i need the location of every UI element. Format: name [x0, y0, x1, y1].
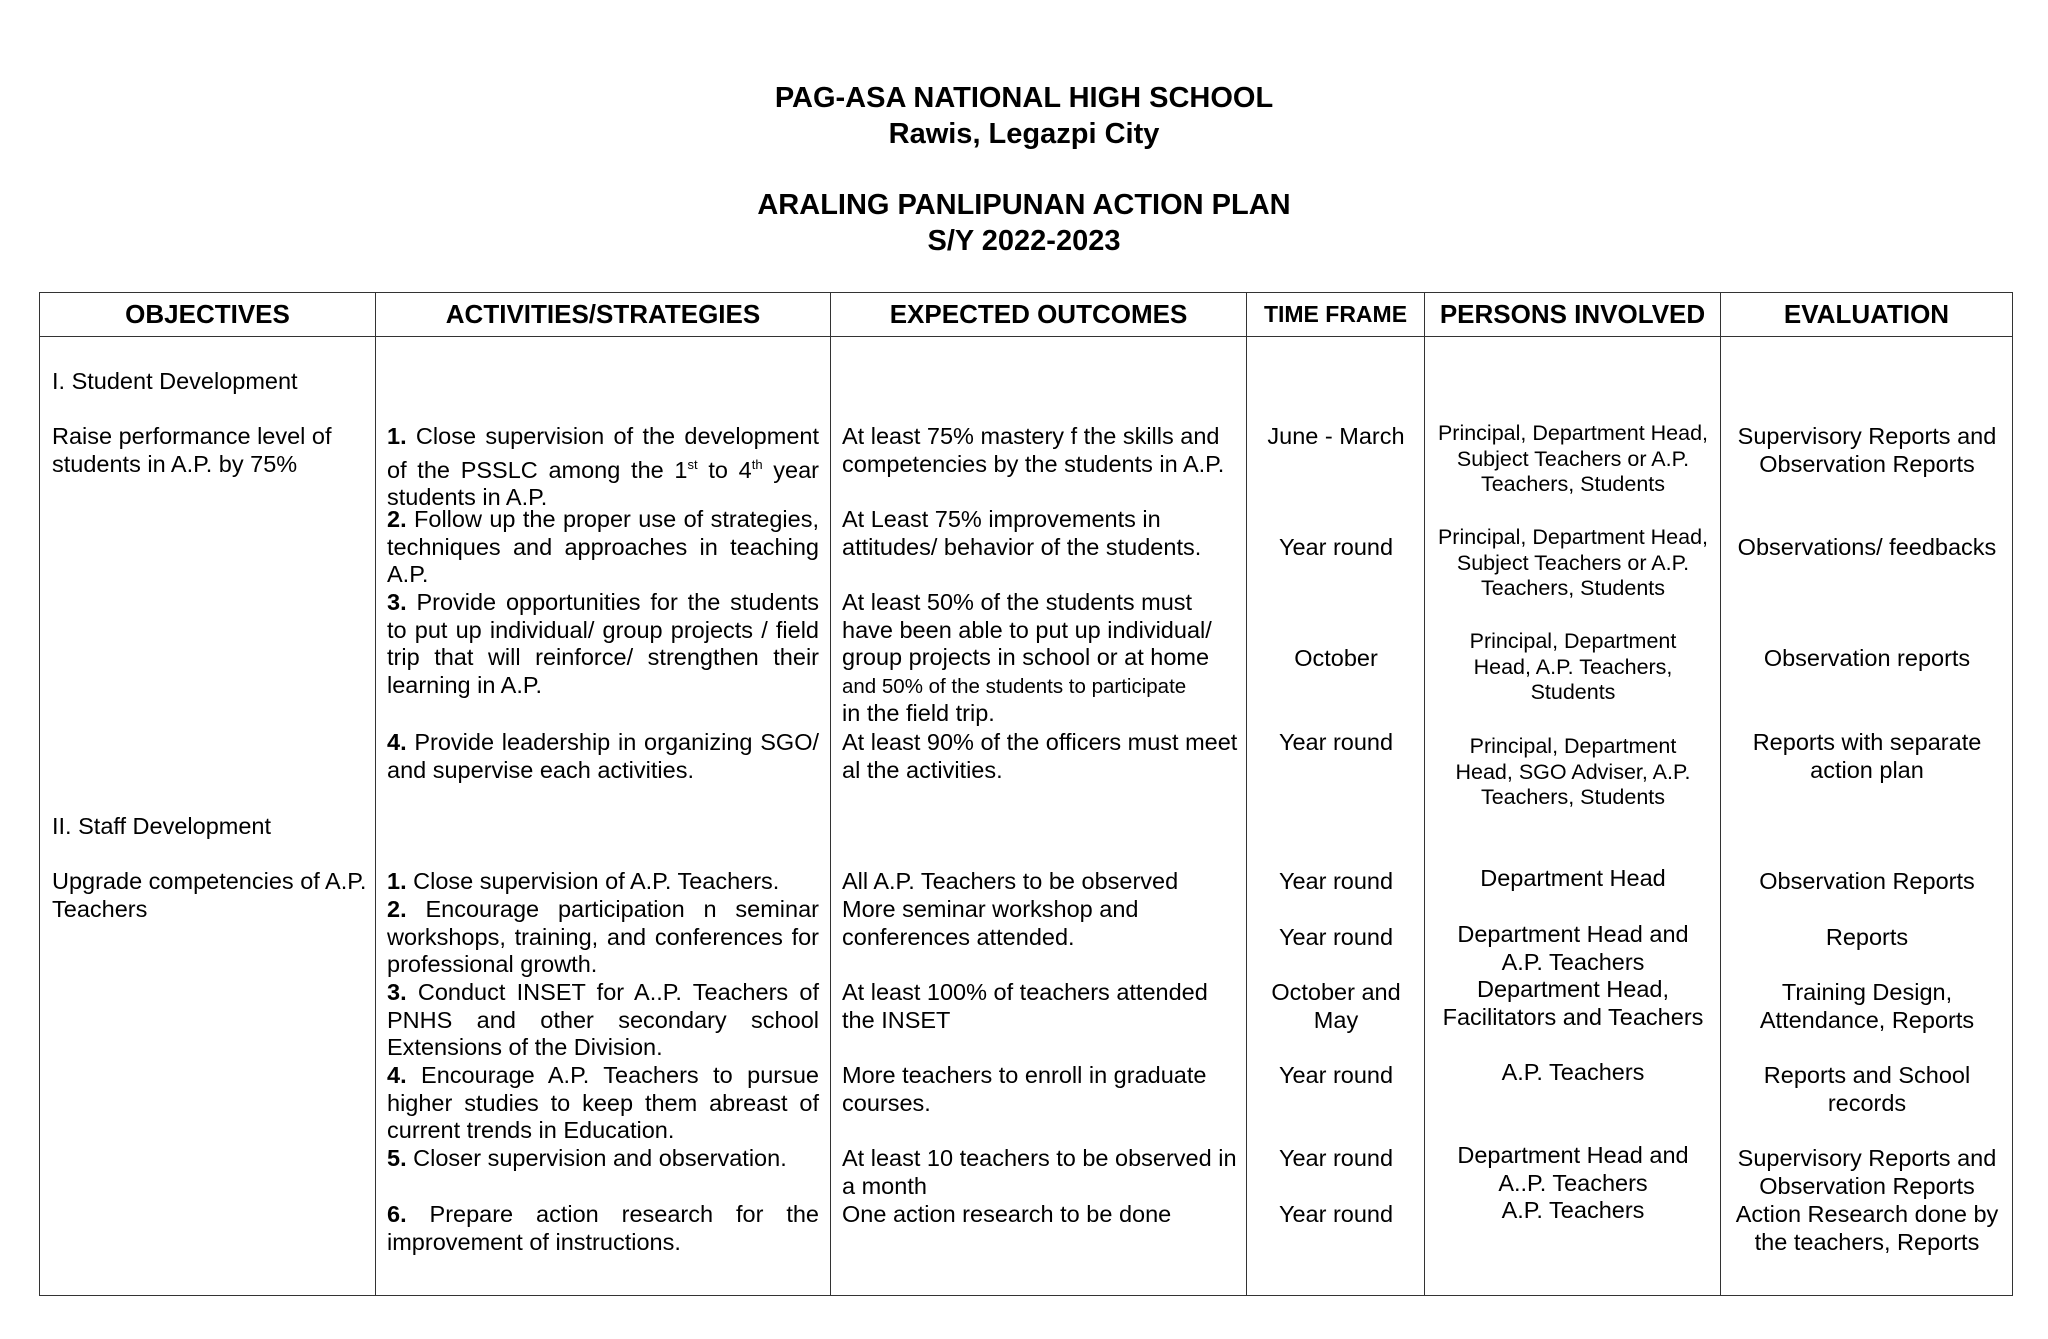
evaluation-e4: Reports with separate action plan — [1752, 729, 1982, 783]
time-frame-t3: October — [1294, 645, 1378, 671]
outcomes-column — [831, 337, 1247, 1296]
activity-text: Encourage participation n seminar workshops, training, and conferences for professional growth. — [387, 896, 819, 978]
column-header-activities: ACTIVITIES/STRATEGIES — [376, 293, 831, 337]
persons-r2: Principal, Department Head, Subject Teachers or A.P. Teachers, Students — [1437, 525, 1709, 600]
evaluation-f1: Observation Reports — [1759, 868, 1975, 894]
superscript: th — [751, 456, 763, 472]
outcome-p6: One action research to be done — [842, 1201, 1172, 1227]
activity-b1 — [387, 868, 819, 896]
activity-b6 — [387, 1201, 819, 1256]
evaluation-e2: Observations/ feedbacks — [1737, 534, 1997, 560]
persons-s5: Department Head and A..P. Teachers — [1457, 1142, 1689, 1196]
outcome-o3: At least 50% of the students must have been able to put up individual/ group projects in school or at home — [842, 589, 1212, 671]
persons-r3: Principal, Department Head, A.P. Teachers, Students — [1469, 629, 1677, 704]
table-header-row — [40, 293, 2013, 337]
column-header-evaluation: EVALUATION — [1721, 293, 2013, 337]
time-frame-u1: Year round — [1278, 868, 1394, 894]
evaluation-f2: Reports — [1825, 924, 1909, 950]
activity-number: 2. — [387, 896, 407, 922]
activity-b5 — [387, 1145, 819, 1173]
time-frame-u2: Year round — [1278, 924, 1394, 950]
objective-student: Raise performance level of students in A.P. by 75% — [52, 423, 332, 477]
time-frame-u4: Year round — [1278, 1062, 1394, 1088]
activity-number: 4. — [387, 729, 407, 755]
school-year: S/Y 2022-2023 — [927, 225, 1121, 257]
activity-number: 6. — [387, 1201, 407, 1227]
column-header-outcomes: EXPECTED OUTCOMES — [831, 293, 1247, 337]
activity-b2 — [387, 896, 819, 979]
outcome-o3-continued: and 50% of the students to participate — [842, 675, 1187, 698]
outcome-p4: More teachers to enroll in graduate courses. — [842, 1062, 1207, 1116]
evaluation-e3: Observation reports — [1763, 645, 1971, 671]
table-body-row — [40, 337, 2013, 1296]
section-staff-development: II. Staff Development — [52, 813, 272, 839]
persons-s2: Department Head and A.P. Teachers — [1457, 921, 1689, 975]
outcome-o3-end: in the field trip. — [842, 700, 995, 726]
activity-a2 — [387, 506, 819, 589]
activity-text: Close supervision of the development of the PSSLC among the 1 — [387, 423, 819, 483]
activity-number: 1. — [387, 423, 407, 449]
time-frame-t2: Year round — [1278, 534, 1394, 560]
activity-text: Prepare action research for the improvement of instructions. — [387, 1201, 819, 1255]
column-header-time-frame: TIME FRAME — [1247, 293, 1425, 337]
activity-b3 — [387, 979, 819, 1062]
activity-a1 — [387, 423, 819, 512]
time-frame-t4: Year round — [1278, 729, 1394, 755]
evaluation-f5: Supervisory Reports and Observation Reports — [1737, 1145, 1997, 1199]
column-header-objectives: OBJECTIVES — [40, 293, 376, 337]
outcome-p5: At least 10 teachers to be observed in a month — [842, 1145, 1237, 1199]
evaluation-column — [1721, 337, 2013, 1296]
activity-text: Provide leadership in organizing SGO/ and supervise each activities. — [387, 729, 819, 783]
persons-r1: Principal, Department Head, Subject Teachers or A.P. Teachers, Students — [1437, 421, 1709, 496]
column-header-persons: PERSONS INVOLVED — [1425, 293, 1721, 337]
activity-text: year students in A.P. — [387, 456, 819, 511]
activity-number: 5. — [387, 1145, 407, 1171]
outcome-o2: At Least 75% improvements in attitudes/ behavior of the students. — [842, 506, 1202, 560]
activity-text: Encourage A.P. Teachers to pursue higher studies to keep them abreast of current trends in Education. — [387, 1062, 819, 1144]
outcome-p2: More seminar workshop and conferences attended. — [842, 896, 1139, 950]
activity-a3 — [387, 589, 819, 699]
activity-number: 2. — [387, 506, 407, 532]
action-plan-table — [39, 292, 2013, 1296]
activity-number: 4. — [387, 1062, 407, 1088]
evaluation-e1: Supervisory Reports and Observation Reports — [1737, 423, 1997, 477]
activity-text: Provide opportunities for the students to put up individual/ group projects / field trip that will reinforce/ strengthen their learning in A.P. — [387, 589, 819, 698]
activity-text: Follow up the proper use of strategies, techniques and approaches in teaching A.P. — [387, 506, 819, 588]
persons-r4: Principal, Department Head, SGO Adviser, A.P. Teachers, Students — [1455, 734, 1691, 809]
evaluation-f3: Training Design, Attendance, Reports — [1759, 979, 1975, 1033]
activity-number: 3. — [387, 589, 407, 615]
time-frame-u3: October and May — [1271, 979, 1401, 1033]
activity-text: Closer supervision and observation. — [406, 1145, 787, 1171]
persons-s3: Department Head, Facilitators and Teachers — [1442, 976, 1704, 1030]
activity-b4 — [387, 1062, 819, 1145]
outcome-p1: All A.P. Teachers to be observed — [842, 868, 1179, 894]
activity-a4 — [387, 729, 819, 784]
time-frame-t1: June - March — [1267, 423, 1405, 449]
activity-number: 1. — [387, 868, 407, 894]
persons-column — [1425, 337, 1721, 1296]
activity-text: to 4 — [697, 456, 752, 483]
school-name: PAG-ASA NATIONAL HIGH SCHOOL — [774, 82, 1274, 114]
persons-s4: A.P. Teachers — [1501, 1059, 1645, 1085]
activities-column — [376, 337, 831, 1296]
objective-staff: Upgrade competencies of A.P. Teachers — [52, 868, 367, 922]
time-frame-u5: Year round — [1278, 1145, 1394, 1171]
outcome-o1: At least 75% mastery f the skills and competencies by the students in A.P. — [842, 423, 1225, 477]
school-location: Rawis, Legazpi City — [888, 118, 1160, 150]
time-frame-column — [1247, 337, 1425, 1296]
objectives-column — [40, 337, 376, 1296]
superscript: st — [687, 456, 698, 472]
activity-text: Close supervision of A.P. Teachers. — [406, 868, 780, 894]
evaluation-f6: Action Research done by the teachers, Reports — [1735, 1201, 1999, 1255]
time-frame-u6: Year round — [1278, 1201, 1394, 1227]
activity-text: Conduct INSET for A..P. Teachers of PNHS and other secondary school Extensions of the Division. — [387, 979, 819, 1061]
section-student-development: I. Student Development — [52, 368, 298, 394]
persons-s6: A.P. Teachers — [1501, 1197, 1645, 1223]
persons-s1: Department Head — [1480, 865, 1666, 891]
document-title: ARALING PANLIPUNAN ACTION PLAN — [757, 189, 1291, 221]
outcome-o4: At least 90% of the officers must meet al the activities. — [842, 729, 1238, 783]
evaluation-f4: Reports and School records — [1763, 1062, 1971, 1116]
outcome-p3: At least 100% of teachers attended the INSET — [842, 979, 1208, 1033]
activity-number: 3. — [387, 979, 407, 1005]
